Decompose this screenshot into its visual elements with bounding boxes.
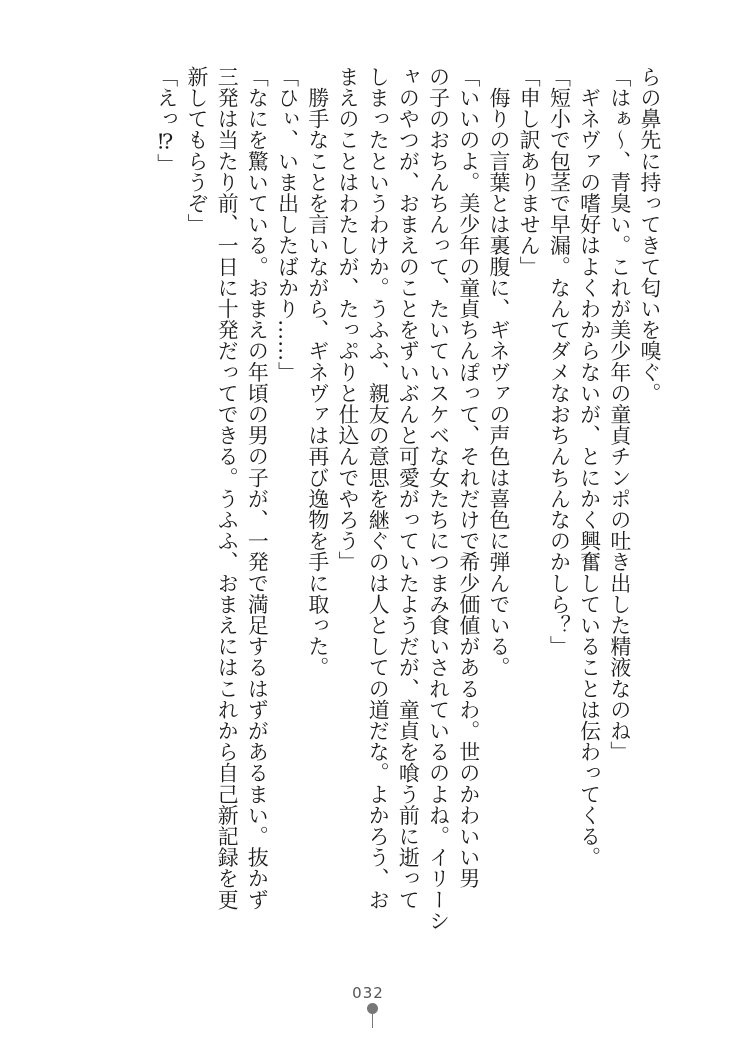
text-line: 「申し訳ありません」 — [516, 66, 541, 277]
text-line: しまったというわけか。うふふ、親友の意思を継ぐのは人としての道だな。よかろう、お — [365, 66, 390, 910]
text-line: 新してもらうぞ」 — [183, 66, 208, 235]
text-line: 「はぁ～、青臭い。これが美少年の童貞チンポの吐き出した精液なのね」 — [606, 66, 631, 763]
folio-dot-icon — [367, 1003, 378, 1014]
text-line: ギネヴァの嗜好はよくわからないが、とにかく興奮していることは伝わってくる。 — [576, 66, 601, 868]
text-line: らの鼻先に持ってきて匂いを嗅ぐ。 — [637, 66, 661, 404]
page-number: 032 — [352, 984, 384, 1002]
text-line: 侮りの言葉とは裏腹に、ギネヴァの声色は喜色に弾んでいる。 — [485, 66, 510, 678]
text-line: の子のおちんちんって、たいていスケベな女たちにつまみ食いされているのよね。イリーシ — [425, 66, 450, 932]
text-line: 「なにを驚いている。おまえの年頃の男の子が、一発で満足するはずがあるまい。抜かず — [244, 66, 269, 910]
text-line: まえのことはわたしが、たっぷりと仕込んでやろう」 — [334, 66, 359, 573]
text-line: 「短小で包茎で早漏。なんてダメなおちんちんなのかしら？」 — [546, 66, 571, 657]
text-line: 「いいのよ。美少年の童貞ちんぽって、それだけで希少価値があるわ。世のかわいい男 — [455, 66, 480, 889]
vertical-text-body — [151, 66, 664, 966]
text-line: 三発は当たり前、一日に十発だってできる。うふふ、おまえにはこれから自己新記録を更 — [214, 66, 239, 910]
text-line: 勝手なことを言いながら、ギネヴァは再び逸物を手に取った。 — [304, 66, 329, 678]
text-line: 「えっ⁉」 — [153, 66, 178, 175]
text-line: 「ひぃ、いま出したばかり……」 — [274, 66, 299, 383]
text-line: ャのやつが、おまえのことをずいぶんと可愛がっていたようだが、童貞を喰う前に逝って — [395, 66, 420, 910]
